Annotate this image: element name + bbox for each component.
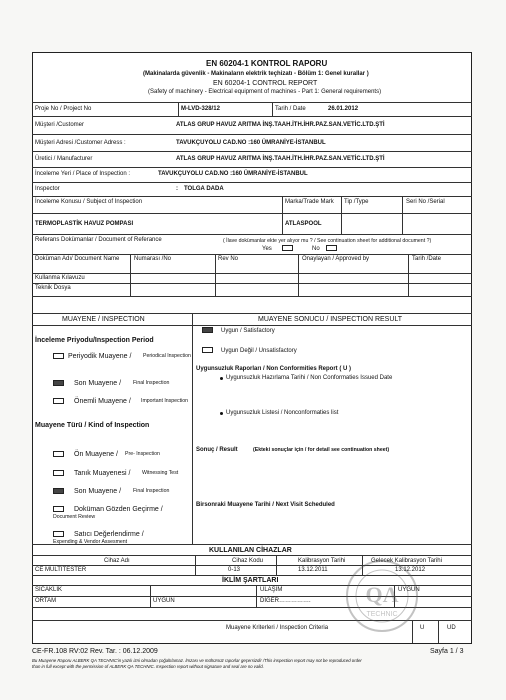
pre-inspection-tr: Ön Muayene / <box>74 451 118 458</box>
manufacturer-value: ATLAS GRUP HAVUZ ARITMA İNŞ.TAAH.İTH.İHR.PAZ.SAN.VETİC.LTD.ŞTİ <box>176 156 385 162</box>
divider <box>32 313 472 314</box>
divider <box>408 254 409 296</box>
climate-temp: SICAKLIK <box>35 587 63 593</box>
inspector-label: Inspector <box>35 186 60 192</box>
divider <box>282 196 283 234</box>
divider <box>32 102 472 103</box>
climate-other: DİĞER……………. <box>260 598 311 604</box>
reference-label: Referans Dokümanlar / Document of Referance <box>35 237 162 243</box>
divider <box>276 555 277 575</box>
divider <box>32 555 472 556</box>
divider <box>32 325 472 326</box>
divider <box>32 234 472 235</box>
climate-transport-value: UYGUN <box>398 587 420 593</box>
criteria-u: U <box>420 625 425 631</box>
climate-title: İKLİM ŞARTLARI <box>222 577 279 584</box>
divider <box>130 254 131 296</box>
report-title-en: EN 60204-1 CONTROL REPORT <box>213 80 318 87</box>
serial-label: Seri No /Serial <box>406 199 445 205</box>
device-col-nextcal: Gelecek Kalibrasyon Tarihi <box>371 558 442 564</box>
doc-row-1: Kullanma Kılavuzu <box>35 275 85 281</box>
divider <box>178 102 179 116</box>
device-nextcal: 13.12.2012 <box>395 567 426 573</box>
final-period-checkbox[interactable] <box>53 380 64 386</box>
bullet <box>220 412 223 415</box>
manufacturer-label: Üretici / Manufacturer <box>35 156 93 162</box>
mark-value: ATLASPOOL <box>285 221 322 227</box>
customer-label: Müşteri /Customer <box>35 122 85 128</box>
reference-note: ( İlave dokümanlar ekte yer alıyor mu ? / See continuation sheet for additional document ?) <box>223 238 432 244</box>
divider <box>192 313 193 544</box>
vendor-en: Expending & Vendor Assesment <box>53 539 128 545</box>
report-subtitle-en: (Safety of machinery - Electrical equipment of machines - Part 1: General requirements) <box>148 89 382 95</box>
unsatisfactory-checkbox[interactable] <box>202 347 213 353</box>
inspection-result-title: MUAYENE SONUCU / INSPECTION RESULT <box>258 316 403 323</box>
final-kind-checkbox[interactable] <box>53 488 64 494</box>
climate-transport: ULAŞIM <box>260 587 283 593</box>
pre-inspection-en: Pre- Inspection <box>125 451 160 457</box>
qa-technic-stamp <box>344 558 420 634</box>
doc-row-2: Teknik Dosya <box>35 285 71 291</box>
climate-env: ORTAM <box>35 598 57 604</box>
project-label: Proje No / Project No <box>35 106 92 112</box>
col-doc-rev: Rev No <box>218 256 239 262</box>
divider <box>150 585 151 607</box>
divider <box>32 213 472 214</box>
place-value: TAVUKÇUYOLU CAD.NO :160 ÜMRANİYE-İSTANBUL <box>158 171 308 177</box>
divider <box>32 254 472 255</box>
doc-review-en: Document Review <box>53 514 96 520</box>
vendor-checkbox[interactable] <box>53 531 64 537</box>
divider <box>402 196 403 234</box>
period-title: İnceleme Priyodu/Inspection Period <box>35 337 154 344</box>
bullet <box>220 377 223 380</box>
form-code: CE-FR.108 RV:02 Rev. Tar. : 06.12.2009 <box>32 648 158 655</box>
divider <box>32 182 472 183</box>
doc-review-checkbox[interactable] <box>53 506 64 512</box>
subject-value: TERMOPLASTİK HAVUZ POMPASI <box>35 221 134 227</box>
nc-issued-date: Uygunsuzluk Hazırlama Tarihi / Non Conformaties Issued Date <box>226 375 393 381</box>
reference-no-checkbox[interactable] <box>326 245 337 251</box>
divider <box>32 116 472 117</box>
criteria-label: Muayene Kriterleri / Inspection Criteria <box>226 625 329 631</box>
divider <box>32 134 472 135</box>
divider <box>195 555 196 575</box>
important-checkbox[interactable] <box>53 398 64 404</box>
col-doc-date: Tarih /Date <box>412 256 442 262</box>
unsatisfactory-label: Uygun Değil / Unsatisfactory <box>221 348 297 354</box>
inspector-value: TOLGA DADA <box>184 186 224 192</box>
periodical-en: Periodical Inspection <box>143 353 191 359</box>
col-doc-no: Numarası /No <box>134 256 172 262</box>
pre-inspection-checkbox[interactable] <box>53 451 64 457</box>
doc-review-tr: Doküman Gözden Geçirme / <box>74 506 163 513</box>
divider <box>32 151 472 152</box>
final-kind-tr: Son Muayene / <box>74 488 122 495</box>
periodical-tr: Periyodik Muayene / <box>68 353 132 360</box>
customer-value: ATLAS GRUP HAVUZ ARITMA İNŞ.TAAH.İTH.İHR.PAZ.SAN.VETİC.LTD.ŞTİ <box>176 122 385 128</box>
col-doc-name: Doküman Adı/ Document Name <box>35 256 120 262</box>
divider <box>32 296 472 297</box>
divider <box>32 196 472 197</box>
final-period-tr: Son Muayene / <box>74 380 122 387</box>
project-value: M-LVD-328/12 <box>181 106 220 112</box>
device-cal: 13.12.2011 <box>298 567 328 573</box>
device-col-name: Cihaz Adı <box>104 558 130 564</box>
device-name: CE MULTITESTER <box>35 567 87 573</box>
divider <box>341 196 342 234</box>
date-label: Tarih / Date <box>275 106 306 112</box>
witnessing-checkbox[interactable] <box>53 470 64 476</box>
device-col-code: Cihaz Kodu <box>232 558 264 564</box>
criteria-ud: UD <box>447 625 456 631</box>
witnessing-tr: Tanık Muayenesi / <box>74 470 131 477</box>
footer-note-en: than in full except with the permission of ALBERK QA TECHNIC. Inspection report without signature and seal are no valid. <box>32 664 264 669</box>
conclusion-label: Sonuç / Result <box>196 447 238 453</box>
next-visit-label: Birsonraki Muayene Tarihi / Next Visit Scheduled <box>196 502 335 508</box>
svg-text:QA: QA <box>365 582 399 607</box>
divider <box>32 167 472 168</box>
type-label: Tip /Type <box>344 199 369 205</box>
reference-no: No <box>312 246 320 252</box>
nc-list: Uygunsuzluk Listesi / Nonconformaties list <box>226 410 339 416</box>
divider <box>298 254 299 296</box>
conclusion-note: (Ekteki sonuçlar için / for detail see continuation sheet) <box>253 447 390 453</box>
device-code: 0-13 <box>228 567 241 573</box>
important-tr: Önemli Muayene / <box>74 398 131 405</box>
report-subtitle-tr: (Makinalarda güvenlik - Makinaların elektrik teçhizatı - Bölüm 1: Genel kurallar ) <box>143 71 369 77</box>
nc-title: Uygunsuzluk Raporları / Non Conformities Report ( U ) <box>196 366 352 372</box>
climate-env-value: UYGUN <box>153 598 175 604</box>
mark-label: Marka/Trade Mark <box>285 199 334 205</box>
vendor-tr: Satıcı Değerlendirme / <box>74 531 144 538</box>
reference-yes: Yes <box>262 246 272 252</box>
svg-text:TECHNIC: TECHNIC <box>366 611 398 618</box>
divider <box>32 544 472 545</box>
satisfactory-checkbox[interactable] <box>202 327 213 333</box>
subject-label: İnceleme Konusu / Subject of Inspection <box>35 199 143 205</box>
col-doc-approved: Onaylayan / Approved by <box>302 256 370 262</box>
divider <box>272 102 273 116</box>
important-en: Important Inspection <box>141 398 189 404</box>
witnessing-en: Witnessing Test <box>142 470 179 476</box>
divider <box>438 620 439 643</box>
kind-title: Muayene Türü / Kind of Inspection <box>35 422 150 429</box>
reference-yes-checkbox[interactable] <box>282 245 293 251</box>
device-col-cal: Kalibrasyon Tarihi <box>298 558 346 564</box>
final-kind-en: Final Inspection <box>133 488 170 494</box>
date-value: 26.01.2012 <box>328 106 359 112</box>
final-period-en: Final Inspection <box>133 380 170 386</box>
inspection-title: MUAYENE / INSPECTION <box>62 316 145 323</box>
devices-title: KULLANILAN CİHAZLAR <box>209 547 292 554</box>
report-title: EN 60204-1 KONTROL RAPORU <box>206 59 328 68</box>
divider <box>215 254 216 296</box>
divider <box>256 585 257 607</box>
periodical-checkbox[interactable] <box>53 353 64 359</box>
page-number: Sayfa 1 / 3 <box>430 648 464 655</box>
divider <box>32 273 472 274</box>
address-label: Müşteri Adresi /Customer Adress : <box>35 140 126 146</box>
satisfactory-label: Uygun / Satisfactory <box>221 328 275 334</box>
divider <box>32 283 472 284</box>
place-label: İnceleme Yeri / Place of Inspection : <box>35 171 131 177</box>
address-value: TAVUKÇUYOLU CAD.NO :160 ÜMRANİYE-İSTANBUL <box>176 140 326 146</box>
footer-note-tr: Bu Muayene Raporu ALBERK QA TECHNIC'in yazılı izni olmadan çoğaltılamaz. İmzası ve mühürsüz raporlar geçersizdir /This inspection report may not be reproduced order <box>32 658 362 663</box>
inspector-colon: : <box>176 186 178 192</box>
